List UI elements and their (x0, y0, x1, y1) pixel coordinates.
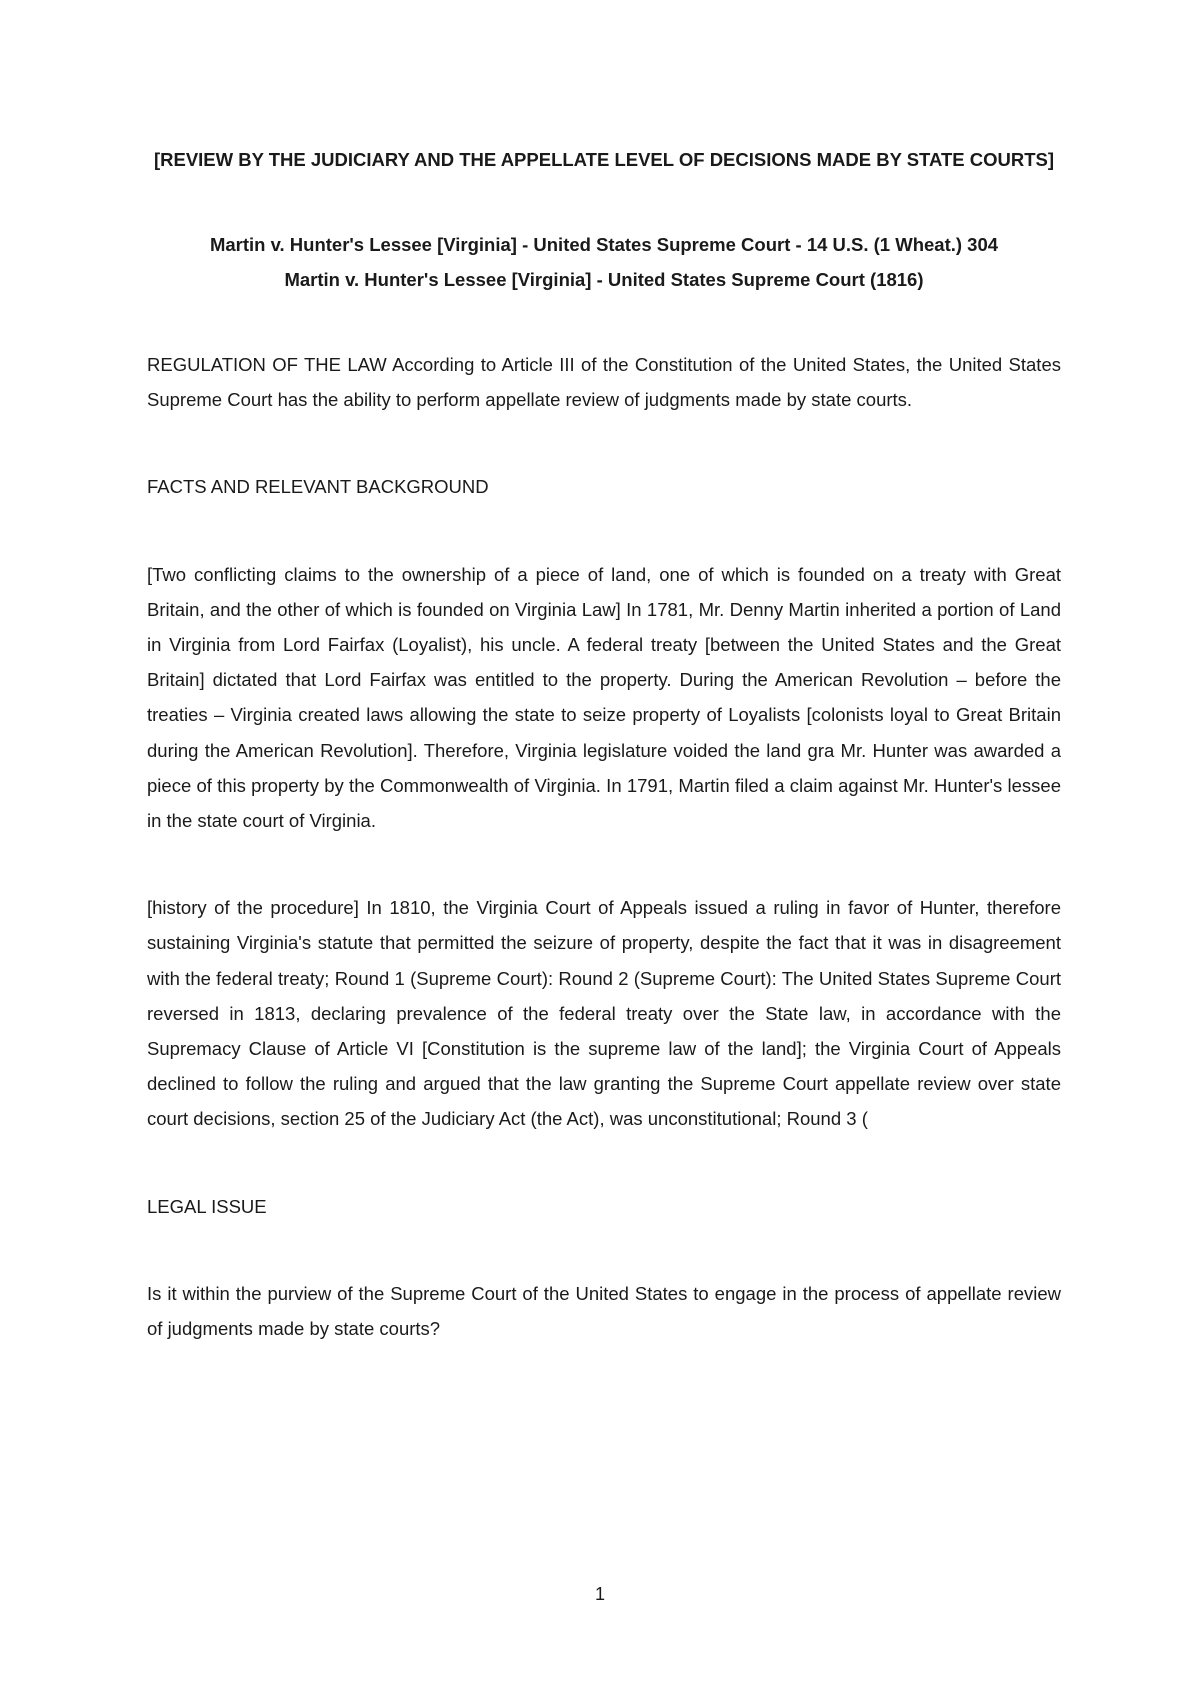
procedure-paragraph: [history of the procedure] In 1810, the Virginia Court of Appeals issued a ruling in favor of Hunter, therefore sustaining Virginia's statute that permitted the seizure of property, despite the fact that it was in disagreement with the federal treaty; Round 1 (Supreme Court): Round 2 (Supreme Court): The United States Supreme Court reversed in 1813, declaring prevalence of the federal treaty over the State law, in accordance with the Supremacy Clause of Article VI [Constitution is the supreme law of the land]; the Virginia Court of Appeals declined to follow the ruling and argued that the law granting the Supreme Court appellate review over state court decisions, section 25 of the Judiciary Act (the Act), was unconstitutional; Round 3 ( (147, 897, 1061, 1130)
legal-issue-heading: LEGAL ISSUE (147, 1195, 267, 1217)
page-number: 1 (594, 1584, 605, 1604)
facts-paragraph: [Two conflicting claims to the ownership of a piece of land, one of which is founded on a treaty with Great Britain, and the other of which is founded on Virginia Law] In 1781, Mr. Denny Martin inherited a portion of Land in Virginia from Lord Fairfax (Loyalist), his uncle. A federal treaty [between the United States and the Great Britain] dictated that Lord Fairfax was entitled to the property. During the American Revolution – before the treaties – Virginia created laws allowing the state to seize property of Loyalists [colonists loyal to Great Britain during the American Revolution]. Therefore, Virginia legislature voided the land gra Mr. Hunter was awarded a piece of this property by the Commonwealth of Virginia. In 1791, Martin filed a claim against Mr. Hunter's lessee in the state court of Virginia. (147, 563, 1061, 832)
regulation-paragraph: REGULATION OF THE LAW According to Article III of the Constitution of the United States, the United States Supreme Court has the ability to perform appellate review of judgments made by state courts. (147, 354, 1061, 411)
legal-issue-paragraph: Is it within the purview of the Supreme Court of the United States to engage in the process of appellate review of judgments made by state courts? (147, 1282, 1061, 1340)
facts-heading: FACTS AND RELEVANT BACKGROUND (147, 476, 489, 498)
document-title: [REVIEW BY THE JUDICIARY AND THE APPELLATE LEVEL OF DECISIONS MADE BY STATE COURTS] (153, 149, 1055, 170)
citation-line-1: Martin v. Hunter's Lessee [Virginia] - United States Supreme Court - 14 U.S. (1 Wheat.) 304 (209, 234, 999, 255)
citation-line-2: Martin v. Hunter's Lessee [Virginia] - United States Supreme Court (1816) (284, 269, 924, 290)
document-body (147, 142, 1061, 1398)
case-citation (147, 227, 1061, 297)
